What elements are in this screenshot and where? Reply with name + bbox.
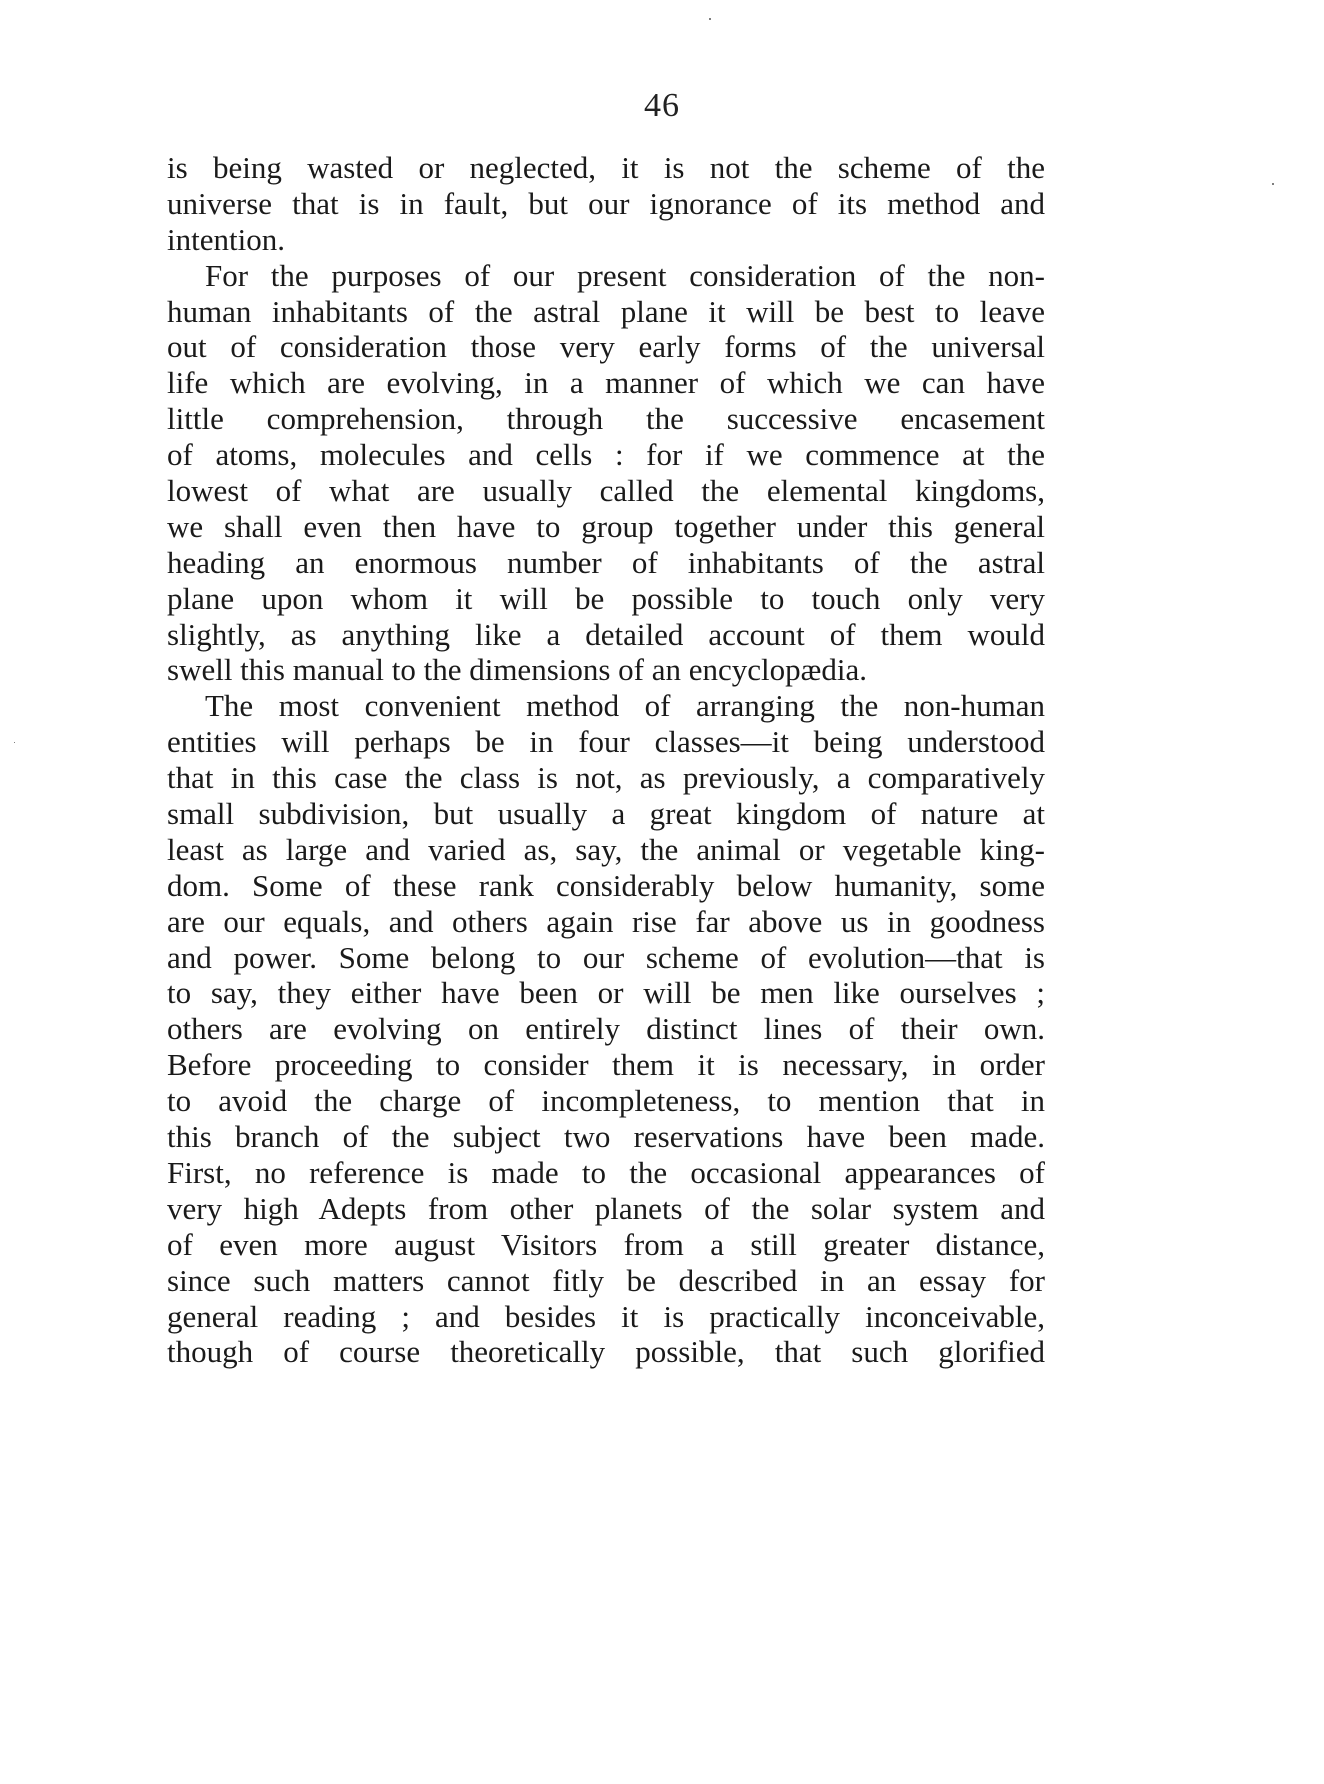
text-line: intention. [167,221,285,257]
page-number: 46 [644,87,680,124]
text-line: very high Adepts from other planets of the solar system and [167,1190,1045,1226]
text-line: For the purposes of our present consideration of the non- [205,257,1045,293]
body-text [167,150,1045,1370]
text-line: First, no reference is made to the occasional appearances of [167,1154,1045,1190]
text-line: plane upon whom it will be possible to touch only very [167,580,1045,616]
text-line: swell this manual to the dimensions of an encyclopædia. [167,652,867,688]
text-line: little comprehension, through the successive encasement [167,401,1045,437]
text-line: others are evolving on entirely distinct lines of their own. [167,1011,1045,1047]
text-line: are our equals, and others again rise far above us in goodness [167,903,1045,939]
text-line: Before proceeding to consider them it is necessary, in order [167,1047,1045,1083]
text-line: to say, they either have been or will be men like ourselves ; [167,975,1045,1011]
text-line: slightly, as anything like a detailed account of them would [167,616,1045,652]
text-line: is being wasted or neglected, it is not the scheme of the [167,150,1045,185]
text-line: least as large and varied as, say, the animal or vegetable king- [167,831,1045,867]
paragraph [167,258,1045,689]
text-line: entities will perhaps be in four classes—it being understood [167,724,1045,760]
text-line: to avoid the charge of incompleteness, to mention that in [167,1083,1045,1119]
text-line: and power. Some belong to our scheme of evolution—that is [167,939,1045,975]
text-line: dom. Some of these rank considerably below humanity, some [167,867,1045,903]
text-line: lowest of what are usually called the elemental kingdoms, [167,473,1045,509]
text-line: of even more august Visitors from a still greater distance, [167,1226,1045,1262]
text-line: The most convenient method of arranging the non-human [205,688,1045,724]
text-line: small subdivision, but usually a great kingdom of nature at [167,796,1045,832]
text-line: heading an enormous number of inhabitants of the astral [167,544,1045,580]
text-line: of atoms, molecules and cells : for if we commence at the [167,437,1045,473]
text-line: that in this case the class is not, as previously, a comparatively [167,760,1045,796]
text-line: general reading ; and besides it is practically inconceivable, [167,1298,1045,1334]
text-line: this branch of the subject two reservations have been made. [167,1119,1045,1155]
text-line: since such matters cannot fitly be described in an essay for [167,1262,1045,1298]
text-line: we shall even then have to group together under this general [167,508,1045,544]
paragraph [167,688,1045,1370]
text-line: out of consideration those very early forms of the universal [167,329,1045,365]
paragraph [167,150,1045,258]
scan-speck [14,742,15,743]
scan-speck [1272,183,1274,185]
text-line: life which are evolving, in a manner of which we can have [167,365,1045,401]
text-line: though of course theoretically possible, that such glorified [167,1334,1045,1370]
scan-speck [709,18,711,20]
text-line: human inhabitants of the astral plane it will be best to leave [167,293,1045,329]
text-line: universe that is in fault, but our ignorance of its method and [167,185,1045,221]
